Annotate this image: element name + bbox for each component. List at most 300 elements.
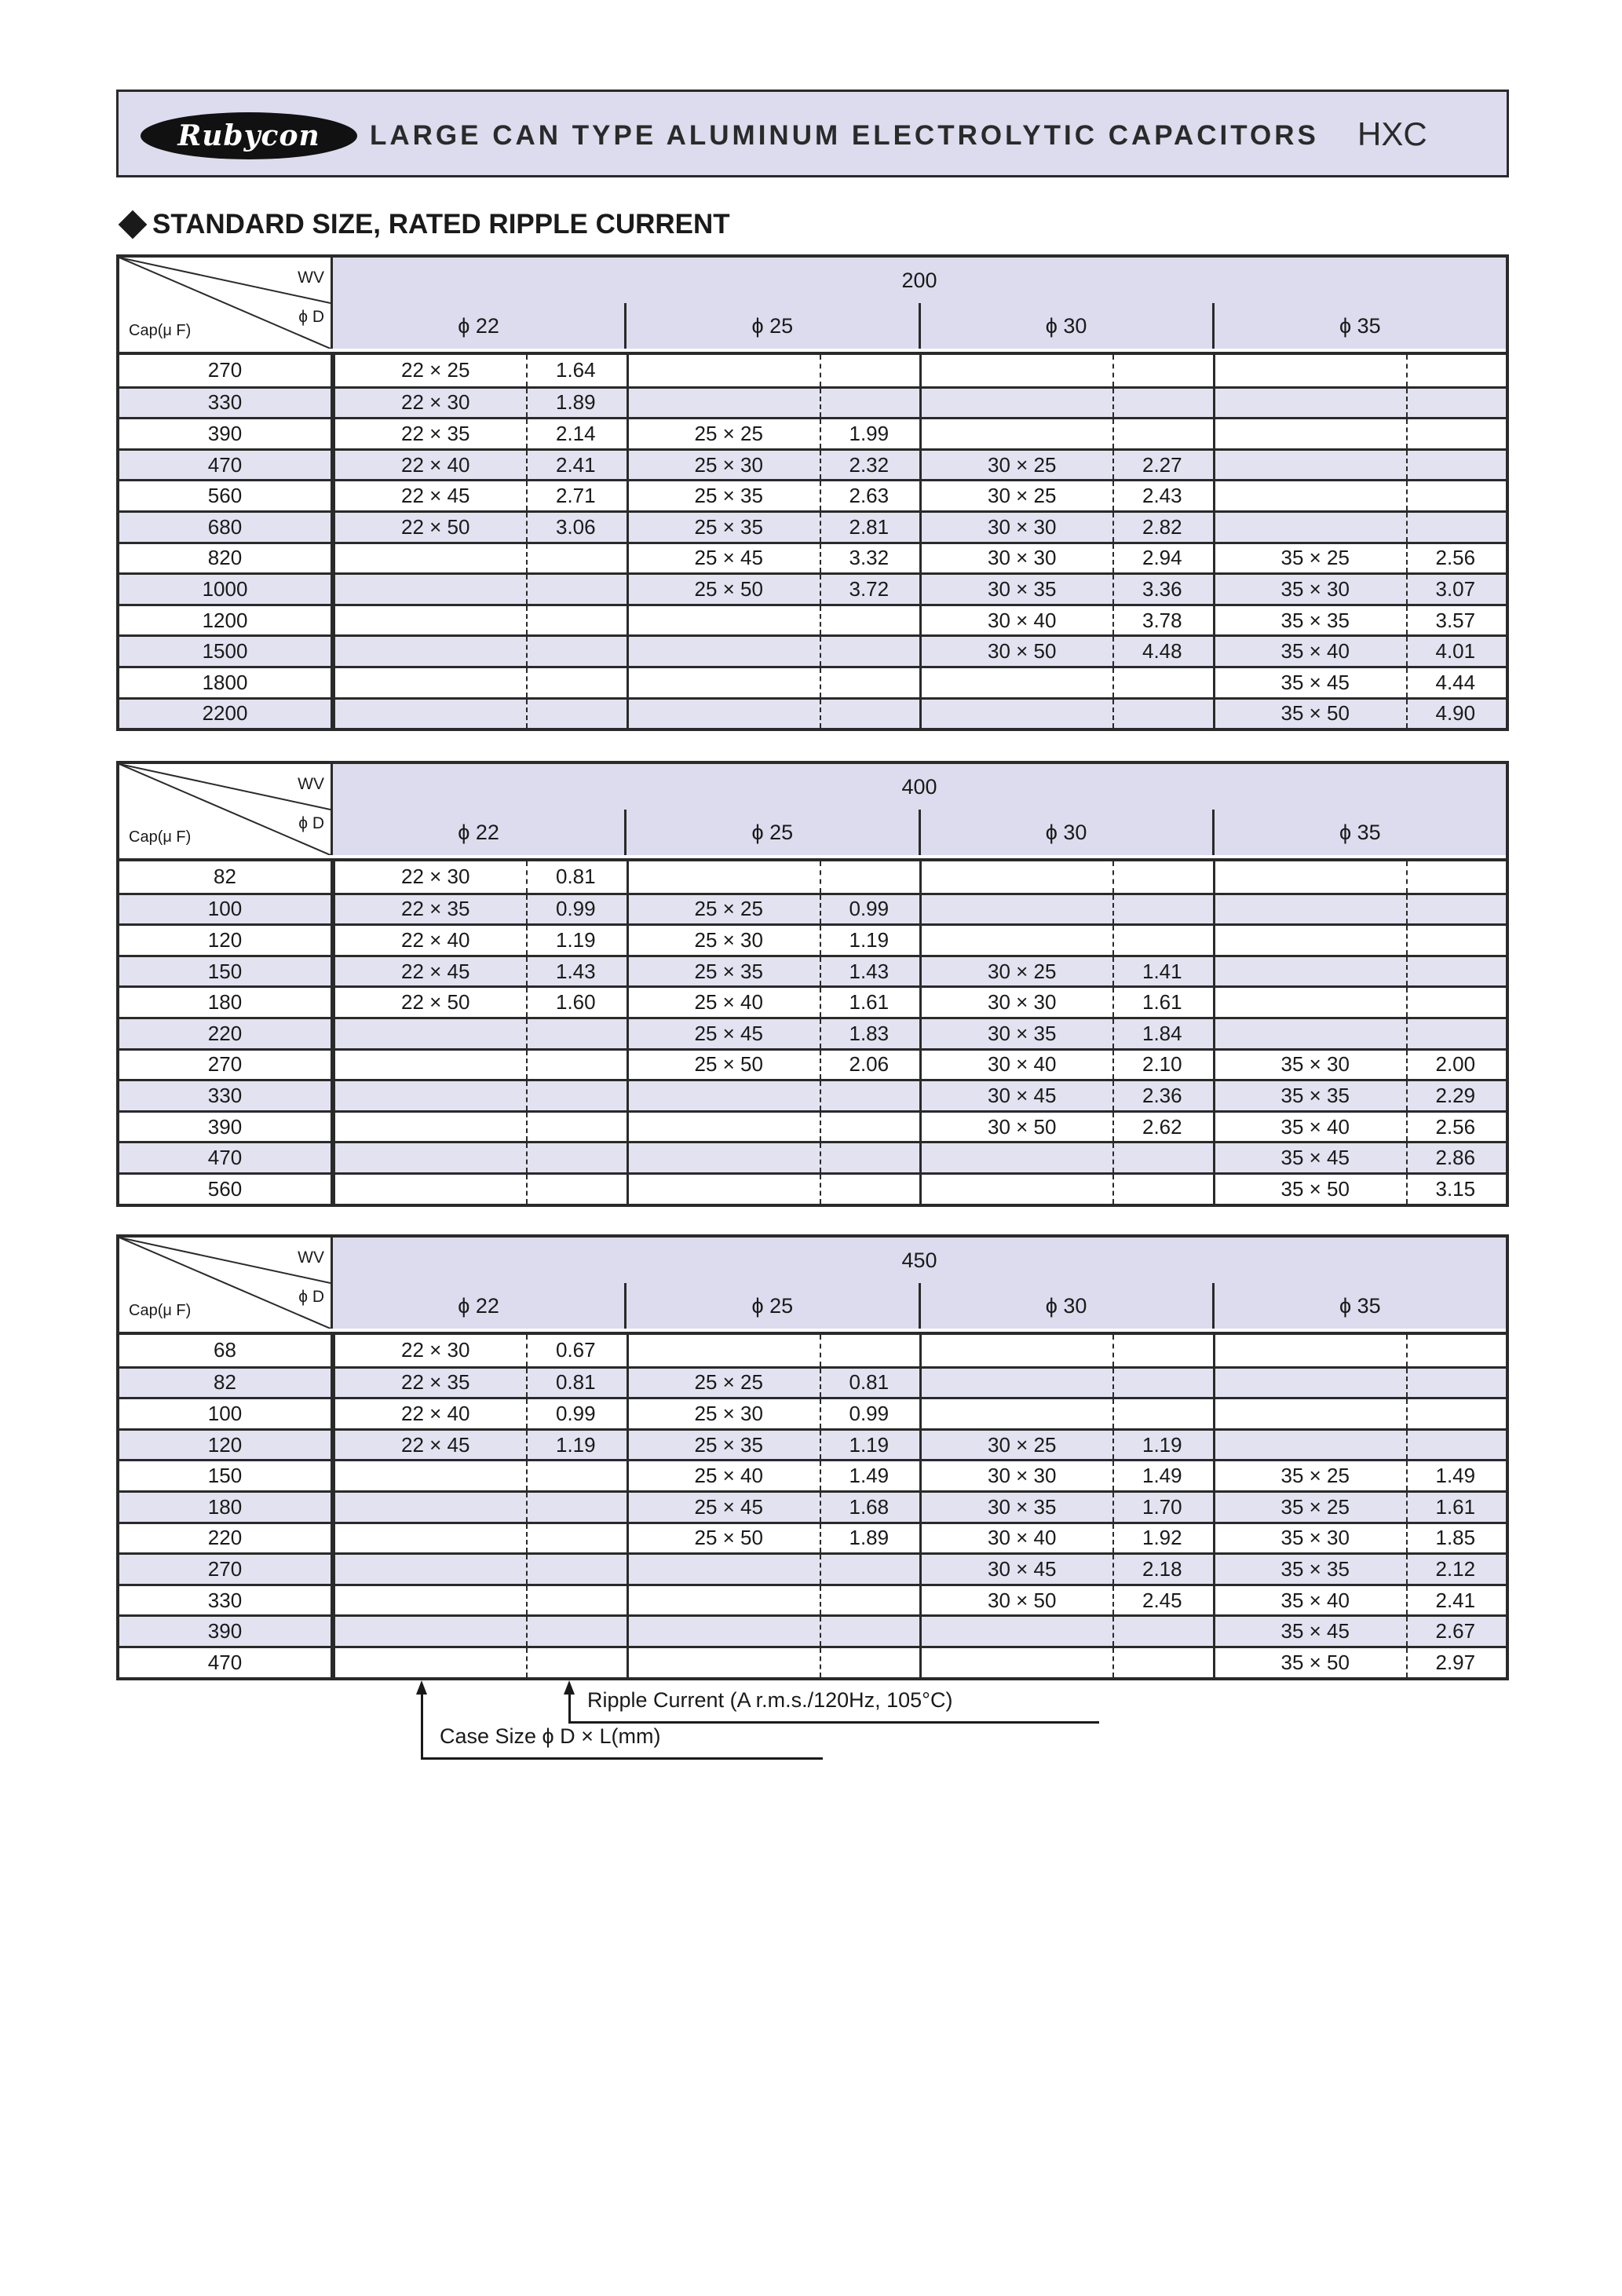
ripple-current-cell [821,1648,920,1677]
ripple-current-cell: 2.67 [1435,1619,1476,1643]
diameter-group [627,1143,920,1172]
capacitance-cell: 1000 [119,575,333,604]
table-body [119,355,1506,728]
ripple-current-cell: 2.06 [849,1052,890,1077]
diameter-header-cell: ϕ 22 [458,1293,499,1318]
case-size-cell: 35 × 25 [1215,544,1408,573]
table-row [119,417,1506,448]
ripple-current-cell [821,1617,920,1646]
case-size-cell [922,668,1114,697]
table-header [119,258,1506,355]
ripple-pointer-line [568,1693,571,1723]
case-size-cell: 25 × 30 [629,926,821,955]
ripple-current-cell [821,1113,920,1142]
table-row [119,1584,1506,1615]
capacitance-cell: 680 [119,513,333,542]
table-corner-cell [119,1238,333,1329]
ripple-current-cell: 2.41 [1435,1588,1476,1612]
cap-label: Cap(μ F) [129,1302,192,1319]
case-size-cell [335,1586,528,1615]
case-size-cell [335,1113,528,1142]
capacitance-cell: 470 [119,1648,333,1677]
ripple-current-cell [1408,389,1507,418]
diameter-group [333,419,627,448]
diameter-group [919,1113,1213,1142]
case-size-cell [335,1617,528,1646]
diameter-group [627,895,920,924]
case-size-cell: 22 × 45 [335,481,528,510]
case-size-cell [629,606,821,635]
case-size-cell [629,355,821,386]
diameter-group [919,481,1213,510]
diameter-group [333,451,627,480]
ripple-current-cell [1114,1175,1213,1204]
table-row [119,1079,1506,1110]
diameter-group [919,926,1213,955]
case-size-cell: 22 × 35 [335,419,528,448]
ripple-current-cell [1114,355,1213,386]
case-size-cell [629,1335,821,1366]
ripple-current-cell: 2.56 [1435,1114,1476,1139]
ripple-current-cell [528,1113,627,1142]
table-row [119,572,1506,604]
diameter-group [627,926,920,955]
diameter-group [333,606,627,635]
ripple-current-cell [1408,988,1507,1017]
case-size-cell: 25 × 40 [629,1461,821,1490]
diameter-group [1213,606,1507,635]
diameter-group [333,668,627,697]
case-size-cell: 22 × 40 [335,926,528,955]
diameter-group [1213,1399,1507,1428]
page-header [116,90,1509,177]
diameter-group [1213,575,1507,604]
diameter-group [627,1019,920,1048]
capacitance-cell: 150 [119,1461,333,1490]
diameter-group [1213,1143,1507,1172]
diameter-group [919,389,1213,418]
diameter-group [1213,861,1507,893]
ripple-current-cell [528,1175,627,1204]
case-size-pointer-line [421,1693,423,1759]
case-size-cell [335,544,528,573]
capacitance-cell: 220 [119,1019,333,1048]
diameter-group [333,1586,627,1615]
capacitance-cell: 100 [119,1399,333,1428]
case-size-cell: 22 × 45 [335,1431,528,1460]
diameter-group [1213,513,1507,542]
case-size-cell [629,1648,821,1677]
case-size-cell [922,700,1114,729]
ripple-current-cell [528,1555,627,1584]
ripple-current-cell: 1.89 [849,1526,890,1550]
case-size-cell [922,926,1114,955]
section-title [116,209,730,240]
case-size-cell: 30 × 30 [922,1461,1114,1490]
table-row [119,1110,1506,1142]
cap-label: Cap(μ F) [129,828,192,846]
ripple-table [116,761,1509,1207]
ripple-current-cell [528,1524,627,1553]
ripple-current-cell [821,355,920,386]
diameter-group [1213,1019,1507,1048]
diamond-bullet-icon [119,210,148,239]
case-size-cell [629,1617,821,1646]
ripple-current-cell: 3.32 [849,546,890,570]
diameter-group [919,606,1213,635]
ripple-current-cell [528,544,627,573]
case-size-cell: 35 × 35 [1215,1081,1408,1110]
ripple-current-cell [1408,513,1507,542]
table-row [119,1490,1506,1522]
diameter-group [333,1524,627,1553]
table-row [119,1459,1506,1490]
case-size-cell [629,1555,821,1584]
diameter-group [1213,1493,1507,1522]
case-size-cell [922,1369,1114,1398]
ripple-current-cell: 2.62 [1142,1114,1182,1139]
ripple-current-cell: 2.71 [556,484,596,508]
case-size-cell [335,1081,528,1110]
diameter-group [333,1431,627,1460]
diameter-group [1213,1335,1507,1366]
ripple-current-cell [1114,1369,1213,1398]
ripple-current-cell [1114,419,1213,448]
diameter-group [1213,1051,1507,1080]
ripple-current-cell: 2.32 [849,452,890,477]
ripple-current-cell [1114,926,1213,955]
case-size-cell: 22 × 30 [335,861,528,893]
case-size-cell: 35 × 45 [1215,1617,1408,1646]
wv-label: WV [298,269,324,287]
table-corner-cell [119,764,333,855]
diameter-group [919,419,1213,448]
diameter-group [333,1399,627,1428]
ripple-current-cell [1114,1617,1213,1646]
ripple-current-cell: 2.29 [1435,1083,1476,1107]
diameter-group [333,1113,627,1142]
ripple-current-cell: 0.67 [556,1338,596,1362]
ripple-current-cell: 1.68 [849,1494,890,1519]
case-size-cell [335,1051,528,1080]
case-size-cell: 25 × 30 [629,451,821,480]
case-size-cell [922,419,1114,448]
table-row [119,1366,1506,1398]
diameter-group [1213,895,1507,924]
diameter-group [627,481,920,510]
diameter-group [919,957,1213,986]
table-row [119,1397,1506,1428]
ripple-table [116,1234,1509,1680]
capacitance-cell: 390 [119,1617,333,1646]
ripple-current-cell: 1.49 [1435,1464,1476,1488]
diameter-group [627,1081,920,1110]
case-size-cell [629,637,821,666]
ripple-current-cell [821,606,920,635]
case-size-cell [922,1648,1114,1677]
case-size-cell [335,700,528,729]
diameter-group [627,700,920,729]
diameter-group [627,1493,920,1522]
table-row [119,955,1506,986]
case-size-cell: 25 × 50 [629,575,821,604]
case-size-cell: 30 × 35 [922,1493,1114,1522]
ripple-current-cell: 2.12 [1435,1556,1476,1581]
case-size-cell: 30 × 30 [922,513,1114,542]
diameter-group [919,700,1213,729]
ripple-current-cell [1408,1369,1507,1398]
capacitance-cell: 470 [119,1143,333,1172]
ripple-current-cell [821,668,920,697]
capacitance-cell: 180 [119,988,333,1017]
diameter-group [919,513,1213,542]
diameter-group [919,1524,1213,1553]
diameter-group [627,668,920,697]
case-size-cell [335,1461,528,1490]
case-size-cell [922,1175,1114,1204]
case-size-cell: 25 × 25 [629,895,821,924]
diameter-group [333,926,627,955]
case-size-cell: 35 × 45 [1215,1143,1408,1172]
ripple-current-cell: 1.19 [556,927,596,952]
capacitance-cell: 100 [119,895,333,924]
case-size-cell: 22 × 40 [335,1399,528,1428]
ripple-current-cell: 1.61 [849,990,890,1015]
case-size-cell: 35 × 35 [1215,606,1408,635]
ripple-current-cell: 1.19 [849,927,890,952]
case-size-cell: 25 × 50 [629,1051,821,1080]
diameter-group [1213,1369,1507,1398]
diameter-group [333,1461,627,1490]
diameter-group [1213,1555,1507,1584]
case-size-cell [1215,1399,1408,1428]
diameter-header-cell: ϕ 22 [458,820,499,844]
ripple-current-cell: 1.64 [556,358,596,382]
ripple-current-cell [528,1586,627,1615]
diameter-group [1213,1081,1507,1110]
ripple-current-cell: 0.81 [849,1370,890,1395]
ripple-current-cell [821,1555,920,1584]
table-corner-cell [119,258,333,349]
diameter-group [333,861,627,893]
ripple-current-cell: 2.86 [1435,1146,1476,1170]
diameter-group [627,1113,920,1142]
ripple-current-cell [1114,389,1213,418]
table-row [119,1048,1506,1080]
ripple-current-cell: 2.14 [556,421,596,445]
capacitance-cell: 1500 [119,637,333,666]
table-row [119,355,1506,386]
diameter-group [1213,355,1507,386]
case-size-cell [335,1143,528,1172]
table-row [119,1172,1506,1204]
case-size-cell: 35 × 30 [1215,1524,1408,1553]
ripple-table [116,254,1509,731]
case-size-cell: 25 × 25 [629,419,821,448]
diameter-group [919,1081,1213,1110]
case-size-cell [1215,481,1408,510]
case-size-underline [421,1757,823,1760]
case-size-cell: 22 × 25 [335,355,528,386]
ripple-current-cell: 2.18 [1142,1556,1182,1581]
capacitance-cell: 150 [119,957,333,986]
case-size-cell [1215,861,1408,893]
diameter-group [1213,1461,1507,1490]
ripple-current-cell: 1.19 [556,1432,596,1457]
ripple-current-cell: 0.81 [556,865,596,889]
diameter-group [627,1399,920,1428]
diameter-group [333,1081,627,1110]
ripple-current-cell: 1.43 [556,959,596,983]
capacitance-cell: 330 [119,1081,333,1110]
diameter-group [333,1369,627,1398]
diameter-group [627,575,920,604]
capacitance-cell: 270 [119,355,333,386]
case-size-cell [335,1555,528,1584]
diameter-header-row [333,1283,1506,1329]
ripple-current-cell: 1.49 [849,1464,890,1488]
ripple-current-cell [1114,1335,1213,1366]
table-row [119,1614,1506,1646]
case-size-cell [1215,451,1408,480]
diameter-header-cell: ϕ 35 [1212,303,1506,349]
table-row [119,666,1506,697]
case-size-cell: 25 × 35 [629,957,821,986]
ripple-current-cell: 2.00 [1435,1052,1476,1077]
diameter-group [333,1617,627,1646]
case-size-cell [1215,926,1408,955]
capacitance-cell: 560 [119,481,333,510]
page-title: LARGE CAN TYPE ALUMINUM ELECTROLYTIC CAPACITORS [370,120,1319,151]
capacitance-cell: 270 [119,1555,333,1584]
case-size-cell: 30 × 35 [922,1019,1114,1048]
case-size-cell: 30 × 25 [922,957,1114,986]
capacitance-cell: 82 [119,1369,333,1398]
ripple-current-cell [528,606,627,635]
case-size-cell: 30 × 35 [922,575,1114,604]
case-size-cell: 30 × 45 [922,1081,1114,1110]
case-size-cell: 35 × 35 [1215,1555,1408,1584]
table-row [119,634,1506,666]
ripple-current-cell: 1.70 [1142,1494,1182,1519]
ripple-current-cell [1114,861,1213,893]
case-size-cell [335,1019,528,1048]
diameter-group [919,1335,1213,1366]
cap-label: Cap(μ F) [129,322,192,339]
capacitance-cell: 270 [119,1051,333,1080]
diameter-group [919,1399,1213,1428]
diameter-group [919,1461,1213,1490]
diameter-group [333,389,627,418]
diameter-group [627,1555,920,1584]
table-row [119,923,1506,955]
case-size-cell [1215,1431,1408,1460]
ripple-current-cell: 1.92 [1142,1526,1182,1550]
diameter-group [627,861,920,893]
diameter-group [1213,1586,1507,1615]
diameter-group [919,1648,1213,1677]
ripple-current-cell [1408,1431,1507,1460]
capacitance-cell: 220 [119,1524,333,1553]
wv-label: WV [298,1249,324,1267]
diameter-group [627,1051,920,1080]
diameter-group [627,1648,920,1677]
diameter-group [627,1369,920,1398]
ripple-current-cell: 3.72 [849,576,890,601]
diameter-group [1213,389,1507,418]
diameter-group [1213,1648,1507,1677]
ripple-current-cell: 1.60 [556,990,596,1015]
case-size-cell: 30 × 30 [922,544,1114,573]
ripple-current-cell: 1.41 [1142,959,1182,983]
diameter-header-cell: ϕ 30 [919,1283,1212,1329]
case-size-cell: 30 × 40 [922,1524,1114,1553]
case-size-cell: 22 × 50 [335,513,528,542]
ripple-current-cell: 3.15 [1435,1176,1476,1201]
case-size-cell [629,1081,821,1110]
case-size-cell [629,1175,821,1204]
table-row [119,479,1506,510]
ripple-current-cell: 1.99 [849,421,890,445]
table-row [119,1552,1506,1584]
diameter-group [919,544,1213,573]
diameter-group [333,1555,627,1584]
diameter-group [919,451,1213,480]
ripple-current-cell [821,637,920,666]
diameter-group [919,1586,1213,1615]
diameter-group [333,895,627,924]
ripple-current-cell: 1.61 [1435,1494,1476,1519]
case-size-cell [1215,419,1408,448]
table-row [119,1428,1506,1460]
capacitance-cell: 390 [119,1113,333,1142]
case-size-cell: 35 × 40 [1215,1586,1408,1615]
diameter-group [333,481,627,510]
capacitance-cell: 120 [119,1431,333,1460]
capacitance-cell: 330 [119,389,333,418]
table-row [119,1141,1506,1172]
case-size-cell: 22 × 50 [335,988,528,1017]
ripple-current-cell [821,1081,920,1110]
ripple-current-cell [1408,451,1507,480]
ripple-current-cell: 0.99 [556,1401,596,1425]
ripple-current-cell: 2.94 [1142,546,1182,570]
ripple-current-cell [528,1617,627,1646]
case-size-cell: 35 × 25 [1215,1493,1408,1522]
capacitance-cell: 390 [119,419,333,448]
case-size-cell: 30 × 50 [922,1113,1114,1142]
ripple-current-cell [1114,700,1213,729]
ripple-current-cell [821,1335,920,1366]
diameter-group [1213,637,1507,666]
ripple-current-cell: 1.43 [849,959,890,983]
diameter-group [333,700,627,729]
ripple-current-cell [528,1019,627,1048]
case-size-cell [629,1113,821,1142]
case-size-cell: 22 × 35 [335,1369,528,1398]
case-size-cell: 35 × 30 [1215,575,1408,604]
diameter-group [1213,926,1507,955]
diameter-group [919,575,1213,604]
ripple-current-cell [528,637,627,666]
case-size-cell [1215,988,1408,1017]
diameter-group [333,957,627,986]
diameter-group [627,637,920,666]
capacitance-cell: 1800 [119,668,333,697]
diameter-group [919,1019,1213,1048]
diameter-group [1213,1113,1507,1142]
table-row [119,893,1506,924]
